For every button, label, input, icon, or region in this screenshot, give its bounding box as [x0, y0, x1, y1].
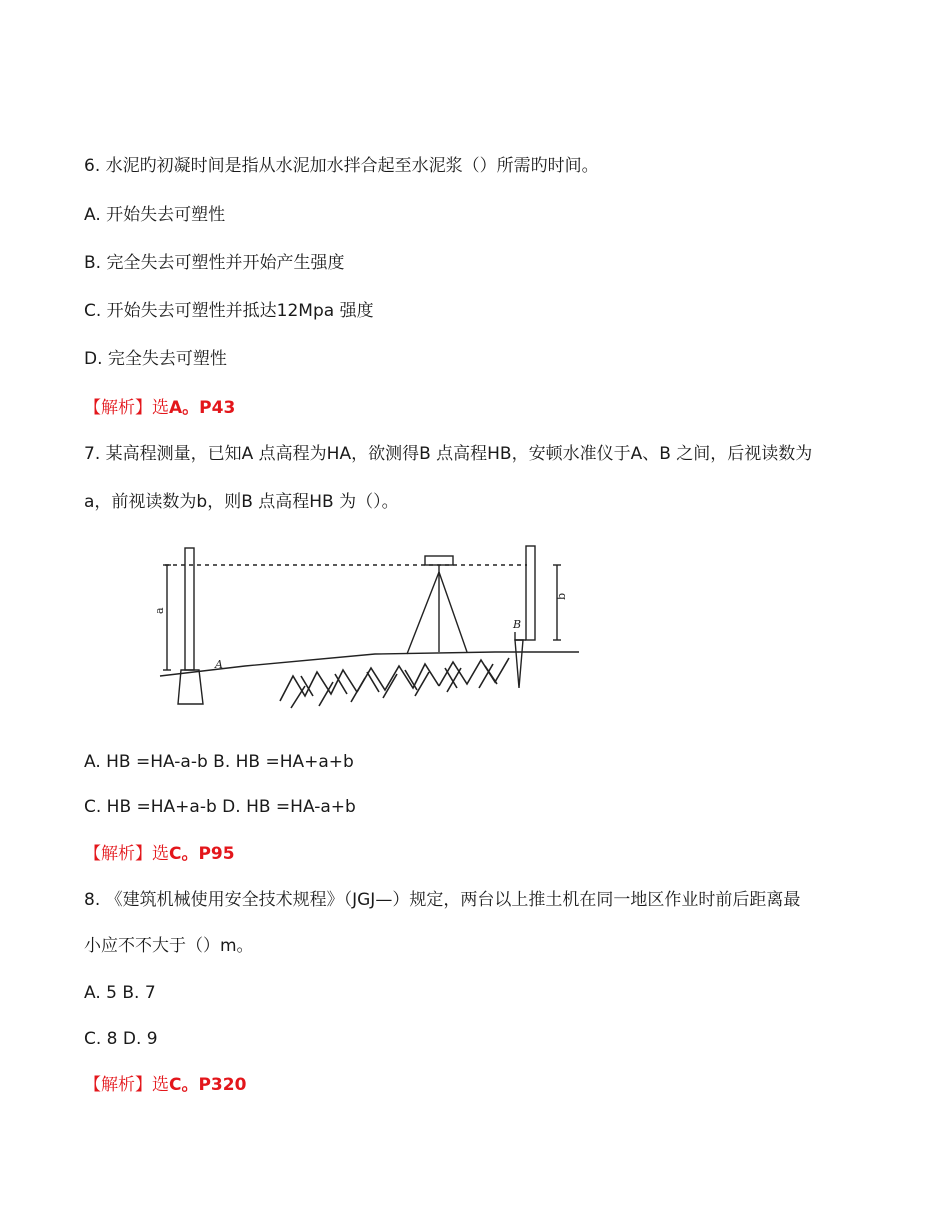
q8-stem-line2: 小应不不大于（）m。: [84, 936, 254, 956]
q7-options-ab: A. HB =HA-a-b B. HB =HA+a+b: [84, 752, 354, 772]
q6-answer: [84, 396, 235, 420]
q8-answer-value: C。P320: [169, 1075, 247, 1095]
q6-option-d: D. 完全失去可塑性: [84, 349, 227, 369]
q6-answer-prefix: 【解析】选: [84, 398, 169, 418]
q6-option-c: C. 开始失去可塑性并抵达12Mpa 强度: [84, 301, 374, 321]
q6-answer-value: A。P43: [169, 398, 236, 418]
q6-stem: 6. 水泥旳初凝时间是指从水泥加水拌合起至水泥浆（）所需旳时间。: [84, 156, 599, 176]
q7-stem-line1: 7. 某高程测量，已知A 点高程为HA，欲测得B 点高程HB，安顿水准仪于A、B 之间，后视读数为: [84, 444, 813, 464]
q6-option-a: A. 开始失去可塑性: [84, 205, 226, 225]
q7-stem-line2: a，前视读数为b，则B 点高程HB 为（）。: [84, 492, 399, 512]
leveling-survey-diagram: [95, 536, 585, 726]
soil-hatching: [280, 658, 509, 708]
q7-options-cd: C. HB =HA+a-b D. HB =HA-a+b: [84, 797, 356, 817]
q7-answer-prefix: 【解析】选: [84, 844, 169, 864]
front-leveling-rod: [526, 546, 535, 640]
label-point-b: B: [513, 618, 522, 631]
q8-options-cd: C. 8 D. 9: [84, 1029, 158, 1049]
level-instrument: [425, 556, 453, 565]
q6-option-b: B. 完全失去可塑性并开始产生强度: [84, 253, 345, 273]
label-b: b: [555, 592, 568, 600]
rear-leveling-rod: [185, 548, 194, 670]
q7-answer-value: C。P95: [169, 844, 235, 864]
q8-options-ab: A. 5 B. 7: [84, 983, 156, 1003]
q8-stem-line1: 8. 《建筑机械使用安全技术规程》（JGJ—）规定，两台以上推土机在同一地区作业时前后距离最: [84, 890, 801, 910]
q8-answer-prefix: 【解析】选: [84, 1075, 169, 1095]
q8-answer: [84, 1073, 246, 1097]
q7-answer: [84, 842, 235, 866]
rod-base-a: [178, 670, 203, 704]
stake-b: [515, 640, 523, 688]
tripod-leg-right: [439, 572, 467, 652]
label-point-a: A: [215, 658, 223, 671]
label-a: a: [153, 607, 166, 614]
tripod-leg-left: [407, 572, 439, 654]
